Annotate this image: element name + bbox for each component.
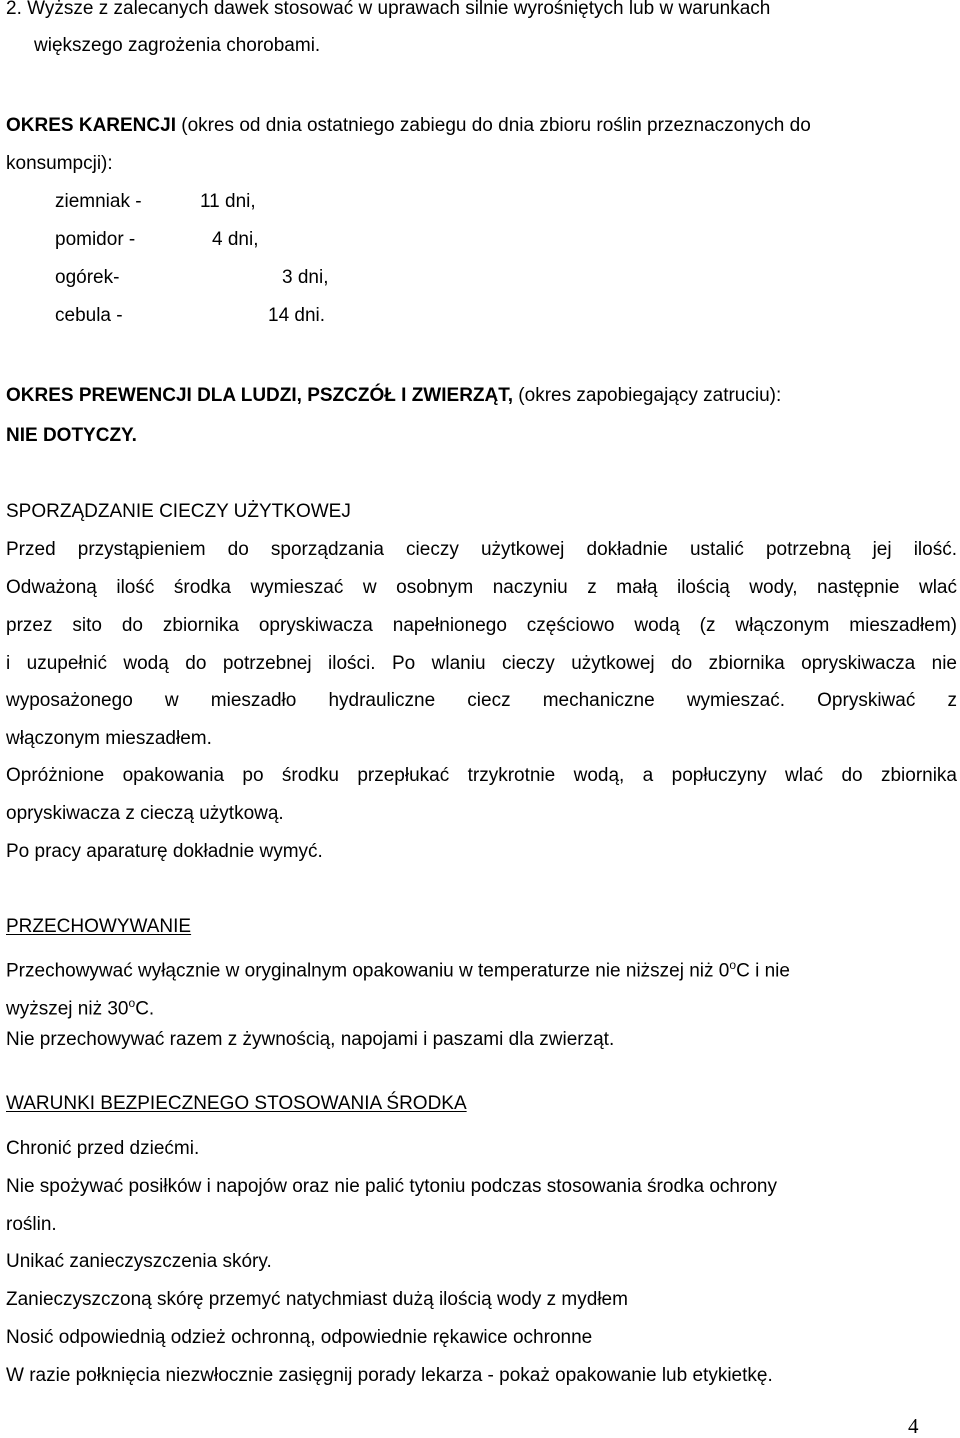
prewencja-description: (okres zapobiegający zatruciu): — [513, 385, 782, 406]
storage-line-2 — [6, 991, 154, 1021]
storage-text: C i nie — [736, 960, 790, 982]
storage-text: C. — [135, 998, 155, 1020]
period-crop: ogórek- — [55, 267, 120, 288]
period-crop: cebula - — [55, 305, 123, 326]
storage-text: Przechowywać wyłącznie w oryginalnym opakowaniu w temperaturze nie niższej niż 0 — [6, 960, 730, 982]
przechowywanie-heading: PRZECHOWYWANIE — [6, 916, 192, 937]
page-number: 4 — [908, 1414, 919, 1438]
prewencja-value: NIE DOTYCZY. — [6, 425, 137, 446]
safety-line: Nie spożywać posiłków i napojów oraz nie palić tytoniu podczas stosowania środka ochrony — [6, 1176, 777, 1197]
paragraph-line: przez sito do zbiornika opryskiwacza napełnionego częściowo wodą (z włączonym mieszadłem) — [6, 615, 957, 636]
intro-line-1: 2. Wyższe z zalecanych dawek stosować w uprawach silnie wyrośniętych lub w warunkach — [6, 0, 771, 19]
paragraph-line: opryskiwacza z cieczą użytkową. — [6, 803, 284, 824]
safety-line: roślin. — [6, 1214, 57, 1235]
degree-superscript: o — [128, 996, 136, 1010]
paragraph-line: Opróżnione opakowania po środku przepłukać trzykrotnie wodą, a popłuczyny wlać do zbiornika — [6, 765, 957, 786]
intro-line-2: większego zagrożenia chorobami. — [34, 35, 321, 56]
safety-line: W razie połknięcia niezwłocznie zasięgnij porady lekarza - pokaż opakowanie lub etykietkę. — [6, 1365, 773, 1386]
karencja-heading: OKRES KARENCJI — [6, 115, 176, 136]
period-days: 3 dni, — [282, 267, 329, 288]
warunki-heading: WARUNKI BEZPIECZNEGO STOSOWANIA ŚRODKA — [6, 1093, 467, 1114]
period-crop: ziemniak - — [55, 191, 142, 212]
period-days: 4 dni, — [212, 229, 259, 250]
paragraph-line: Przed przystąpieniem do sporządzania cieczy użytkowej dokładnie ustalić potrzebną jej ilość. — [6, 539, 957, 560]
safety-line: Chronić przed dziećmi. — [6, 1138, 200, 1159]
karencja-line-1 — [6, 114, 811, 138]
degree-superscript: o — [729, 958, 737, 972]
paragraph-line: i uzupełnić wodą do potrzebnej ilości. Po wlaniu cieczy użytkowej do zbiornika opryskiwacza nie — [6, 653, 957, 674]
period-days: 11 dni, — [200, 191, 256, 212]
period-crop: pomidor - — [55, 229, 136, 250]
storage-line-1 — [6, 953, 790, 983]
safety-line: Zanieczyszczoną skórę przemyć natychmiast dużą ilością wody z mydłem — [6, 1289, 628, 1310]
storage-line-3: Nie przechowywać razem z żywnością, napojami i paszami dla zwierząt. — [6, 1029, 615, 1050]
paragraph-line: wyposażonego w mieszadło hydrauliczne ciecz mechaniczne wymieszać. Opryskiwać z — [6, 690, 957, 711]
paragraph-line: Po pracy aparaturę dokładnie wymyć. — [6, 841, 323, 862]
storage-text: wyższej niż 30 — [6, 998, 129, 1020]
safety-line: Unikać zanieczyszczenia skóry. — [6, 1251, 272, 1272]
sporzadzanie-heading: SPORZĄDZANIE CIECZY UŻYTKOWEJ — [6, 501, 351, 522]
prewencja-line-1 — [6, 384, 781, 408]
paragraph-line: włączonym mieszadłem. — [6, 728, 212, 749]
period-days: 14 dni. — [268, 305, 326, 326]
karencja-description: (okres od dnia ostatniego zabiegu do dnia zbioru roślin przeznaczonych do — [175, 115, 811, 136]
karencja-line-2: konsumpcji): — [6, 153, 113, 174]
safety-line: Nosić odpowiednią odzież ochronną, odpowiednie rękawice ochronne — [6, 1327, 593, 1348]
prewencja-heading: OKRES PREWENCJI DLA LUDZI, PSZCZÓŁ I ZWIERZĄT, — [6, 385, 514, 406]
paragraph-line: Odważoną ilość środka wymieszać w osobnym naczyniu z małą ilością wody, następnie wlać — [6, 577, 957, 598]
